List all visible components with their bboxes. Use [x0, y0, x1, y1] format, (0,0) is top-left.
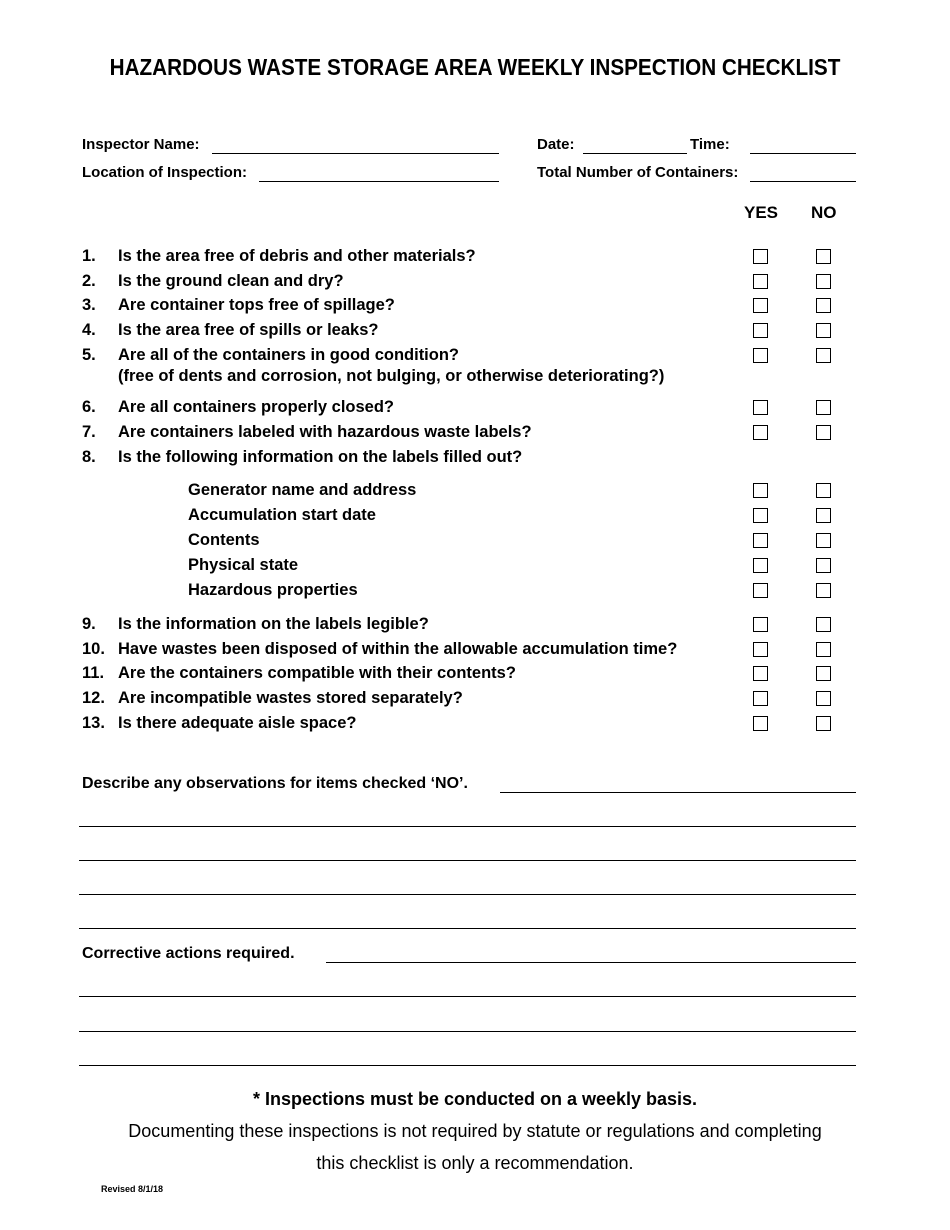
- recommendation-note-line-1: Documenting these inspections is not required by statute or regulations and completing: [128, 1121, 822, 1141]
- observations-label: Describe any observations for items checked ‘NO’.: [82, 775, 468, 792]
- yes-checkbox-8e[interactable]: [753, 583, 768, 598]
- corrective-line-4[interactable]: [79, 1065, 856, 1066]
- weekly-basis-note: * Inspections must be conducted on a weekly basis.: [252, 1089, 698, 1109]
- item-question: Is the ground clean and dry?: [118, 272, 344, 290]
- yes-checkbox-7[interactable]: [753, 425, 768, 440]
- item-question: Are containers labeled with hazardous waste labels?: [118, 423, 532, 441]
- no-checkbox-7[interactable]: [816, 425, 831, 440]
- total-containers-field[interactable]: [750, 181, 856, 182]
- item-question: Is the area free of spills or leaks?: [118, 321, 379, 339]
- item-question-detail: (free of dents and corrosion, not bulging, or otherwise deteriorating?): [118, 367, 665, 385]
- yes-checkbox-2[interactable]: [753, 274, 768, 289]
- item-number: 6.: [82, 398, 96, 416]
- item-question: Is the area free of debris and other materials?: [118, 247, 476, 265]
- yes-checkbox-4[interactable]: [753, 323, 768, 338]
- yes-checkbox-8c[interactable]: [753, 533, 768, 548]
- observations-line-4[interactable]: [79, 894, 856, 895]
- item-number: 7.: [82, 423, 96, 441]
- item-number: 13.: [82, 714, 105, 732]
- no-checkbox-9[interactable]: [816, 617, 831, 632]
- revision-date: Revised 8/1/18: [101, 1184, 164, 1194]
- item-question: Are all of the containers in good condition?: [118, 346, 460, 364]
- location-label: Location of Inspection:: [82, 164, 247, 181]
- no-checkbox-2[interactable]: [816, 274, 831, 289]
- yes-column-header: YES: [744, 203, 779, 222]
- item-question: Have wastes been disposed of within the allowable accumulation time?: [118, 640, 678, 658]
- item-number: 12.: [82, 689, 105, 707]
- item-question: Is there adequate aisle space?: [118, 714, 357, 732]
- yes-checkbox-13[interactable]: [753, 716, 768, 731]
- no-checkbox-12[interactable]: [816, 691, 831, 706]
- yes-checkbox-3[interactable]: [753, 298, 768, 313]
- item-number: 8.: [82, 448, 96, 466]
- item-number: 2.: [82, 272, 96, 290]
- total-containers-label: Total Number of Containers:: [537, 164, 739, 181]
- no-column-header: NO: [811, 203, 837, 222]
- yes-checkbox-6[interactable]: [753, 400, 768, 415]
- item-question: Are container tops free of spillage?: [118, 296, 395, 314]
- observations-line-3[interactable]: [79, 860, 856, 861]
- corrective-line-2[interactable]: [79, 996, 856, 997]
- yes-checkbox-5[interactable]: [753, 348, 768, 363]
- yes-checkbox-11[interactable]: [753, 666, 768, 681]
- corrective-line-3[interactable]: [79, 1031, 856, 1032]
- item-question: Are incompatible wastes stored separately?: [118, 689, 463, 707]
- item-number: 5.: [82, 346, 96, 364]
- item-number: 11.: [82, 664, 105, 682]
- page-title: HAZARDOUS WASTE STORAGE AREA WEEKLY INSPECTION CHECKLIST: [109, 54, 841, 80]
- yes-checkbox-8d[interactable]: [753, 558, 768, 573]
- yes-checkbox-8b[interactable]: [753, 508, 768, 523]
- corrective-actions-label: Corrective actions required.: [82, 945, 295, 962]
- item-number: 3.: [82, 296, 96, 314]
- subitem-label: Accumulation start date: [188, 506, 376, 524]
- observations-line-5[interactable]: [79, 928, 856, 929]
- yes-checkbox-8a[interactable]: [753, 483, 768, 498]
- no-checkbox-8d[interactable]: [816, 558, 831, 573]
- date-label: Date:: [537, 136, 575, 153]
- item-number: 4.: [82, 321, 96, 339]
- item-number: 1.: [82, 247, 96, 265]
- no-checkbox-4[interactable]: [816, 323, 831, 338]
- yes-checkbox-12[interactable]: [753, 691, 768, 706]
- yes-checkbox-1[interactable]: [753, 249, 768, 264]
- item-number: 10.: [82, 640, 105, 658]
- date-field[interactable]: [583, 153, 687, 154]
- recommendation-note-line-2: this checklist is only a recommendation.: [316, 1153, 634, 1173]
- subitem-label: Contents: [188, 531, 260, 549]
- time-field[interactable]: [750, 153, 856, 154]
- no-checkbox-10[interactable]: [816, 642, 831, 657]
- inspector-name-field[interactable]: [212, 153, 499, 154]
- subitem-label: Hazardous properties: [188, 581, 358, 599]
- item-number: 9.: [82, 615, 96, 633]
- no-checkbox-3[interactable]: [816, 298, 831, 313]
- no-checkbox-8b[interactable]: [816, 508, 831, 523]
- no-checkbox-8c[interactable]: [816, 533, 831, 548]
- item-question: Are all containers properly closed?: [118, 398, 395, 416]
- no-checkbox-5[interactable]: [816, 348, 831, 363]
- no-checkbox-8e[interactable]: [816, 583, 831, 598]
- no-checkbox-6[interactable]: [816, 400, 831, 415]
- no-checkbox-1[interactable]: [816, 249, 831, 264]
- observations-line-2[interactable]: [79, 826, 856, 827]
- item-question: Are the containers compatible with their contents?: [118, 664, 516, 682]
- observations-line-1[interactable]: [500, 792, 856, 793]
- no-checkbox-11[interactable]: [816, 666, 831, 681]
- yes-checkbox-10[interactable]: [753, 642, 768, 657]
- corrective-line-1[interactable]: [326, 962, 856, 963]
- no-checkbox-8a[interactable]: [816, 483, 831, 498]
- no-checkbox-13[interactable]: [816, 716, 831, 731]
- item-question: Is the information on the labels legible?: [118, 615, 429, 633]
- subitem-label: Physical state: [188, 556, 299, 574]
- location-field[interactable]: [259, 181, 499, 182]
- yes-checkbox-9[interactable]: [753, 617, 768, 632]
- time-label: Time:: [690, 136, 730, 153]
- subitem-label: Generator name and address: [188, 481, 417, 499]
- inspector-name-label: Inspector Name:: [82, 136, 200, 153]
- item-question: Is the following information on the labels filled out?: [118, 448, 523, 466]
